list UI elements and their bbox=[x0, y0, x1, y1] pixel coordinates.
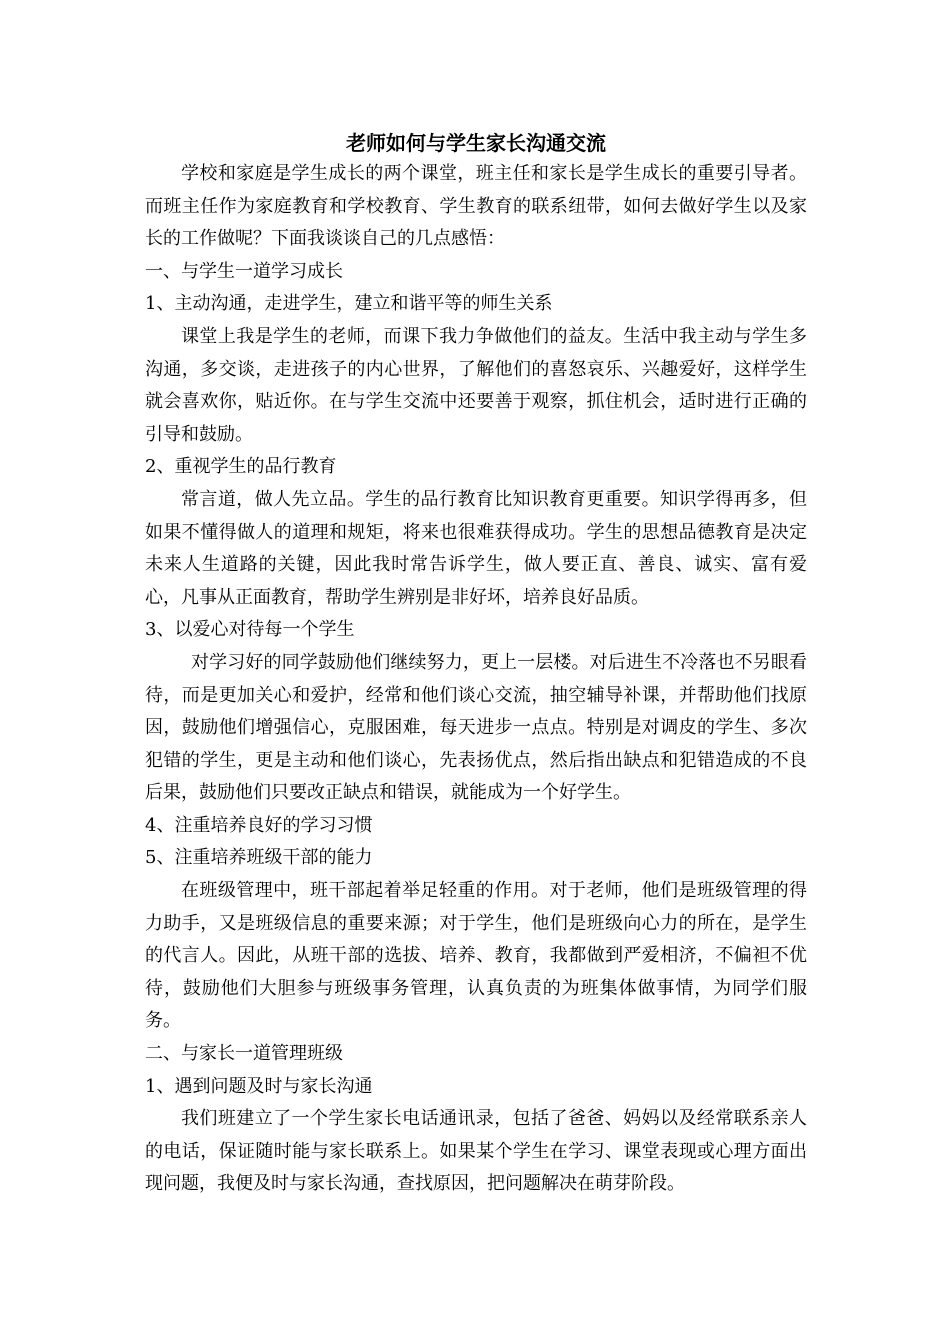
intro-paragraph: 学校和家庭是学生成长的两个课堂，班主任和家长是学生成长的重要引导者。而班主任作为家庭教育和学校教育、学生教育的联系纽带，如何去做好学生以及家长的工作做呢？下面我谈谈自己的几点感悟： bbox=[145, 163, 807, 250]
document-title: 老师如何与学生家长沟通交流 bbox=[346, 131, 606, 155]
section2-item1-body: 我们班建立了一个学生家长电话通讯录，包括了爸爸、妈妈以及经常联系亲人的电话，保证随时能与家长联系上。如果某个学生在学习、课堂表现或心理方面出现问题，我便及时与家长沟通，查找原因，把问题解决在萌芽阶段。 bbox=[145, 1108, 807, 1195]
section1-item4-heading: 4、注重培养良好的学习习惯 bbox=[145, 814, 373, 836]
section1-item5-heading: 5、注重培养班级干部的能力 bbox=[145, 847, 373, 869]
section1-item1-heading: 1、主动沟通，走进学生，建立和谐平等的师生关系 bbox=[145, 293, 553, 315]
section1-item5-body: 在班级管理中，班干部起着举足轻重的作用。对于老师，他们是班级管理的得力助手，又是班级信息的重要来源；对于学生，他们是班级向心力的所在，是学生的代言人。因此，从班干部的选拔、培养、教育，我都做到严爱相济，不偏袒不优待，鼓励他们大胆参与班级事务管理，认真负责的为班集体做事情，为同学们服务。 bbox=[145, 880, 807, 1032]
section2-heading: 二、与家长一道管理班级 bbox=[145, 1043, 343, 1065]
section1-item2-body: 常言道，做人先立品。学生的品行教育比知识教育更重要。知识学得再多，但如果不懂得做人的道理和规矩，将来也很难获得成功。学生的思想品德教育是决定未来人生道路的关键，因此我时常告诉学生，做人要正直、善良、诚实、富有爱心，凡事从正面教育，帮助学生辨别是非好坏，培养良好品质。 bbox=[145, 488, 807, 608]
section2-item1-heading: 1、遇到问题及时与家长沟通 bbox=[145, 1075, 373, 1097]
section1-item3-body: 对学习好的同学鼓励他们继续努力，更上一层楼。对后进生不冷落也不另眼看待，而是更加关心和爱护，经常和他们谈心交流，抽空辅导补课，并帮助他们找原因，鼓励他们增强信心，克服困难，每天进步一点点。特别是对调皮的学生、多次犯错的学生，更是主动和他们谈心，先表扬优点，然后指出缺点和犯错造成的不良后果，鼓励他们只要改正缺点和错误，就能成为一个好学生。 bbox=[145, 651, 807, 804]
section1-item2-heading: 2、重视学生的品行教育 bbox=[145, 456, 337, 478]
section1-item3-heading: 3、以爱心对待每一个学生 bbox=[145, 619, 355, 641]
document-page bbox=[145, 128, 807, 1201]
section1-item1-body: 课堂上我是学生的老师，而课下我力争做他们的益友。生活中我主动与学生多沟通，多交谈，走进孩子的内心世界，了解他们的喜怒哀乐、兴趣爱好，这样学生就会喜欢你，贴近你。在与学生交流中还要善于观察，抓住机会，适时进行正确的引导和鼓励。 bbox=[145, 325, 807, 445]
section1-heading: 一、与学生一道学习成长 bbox=[145, 260, 343, 282]
